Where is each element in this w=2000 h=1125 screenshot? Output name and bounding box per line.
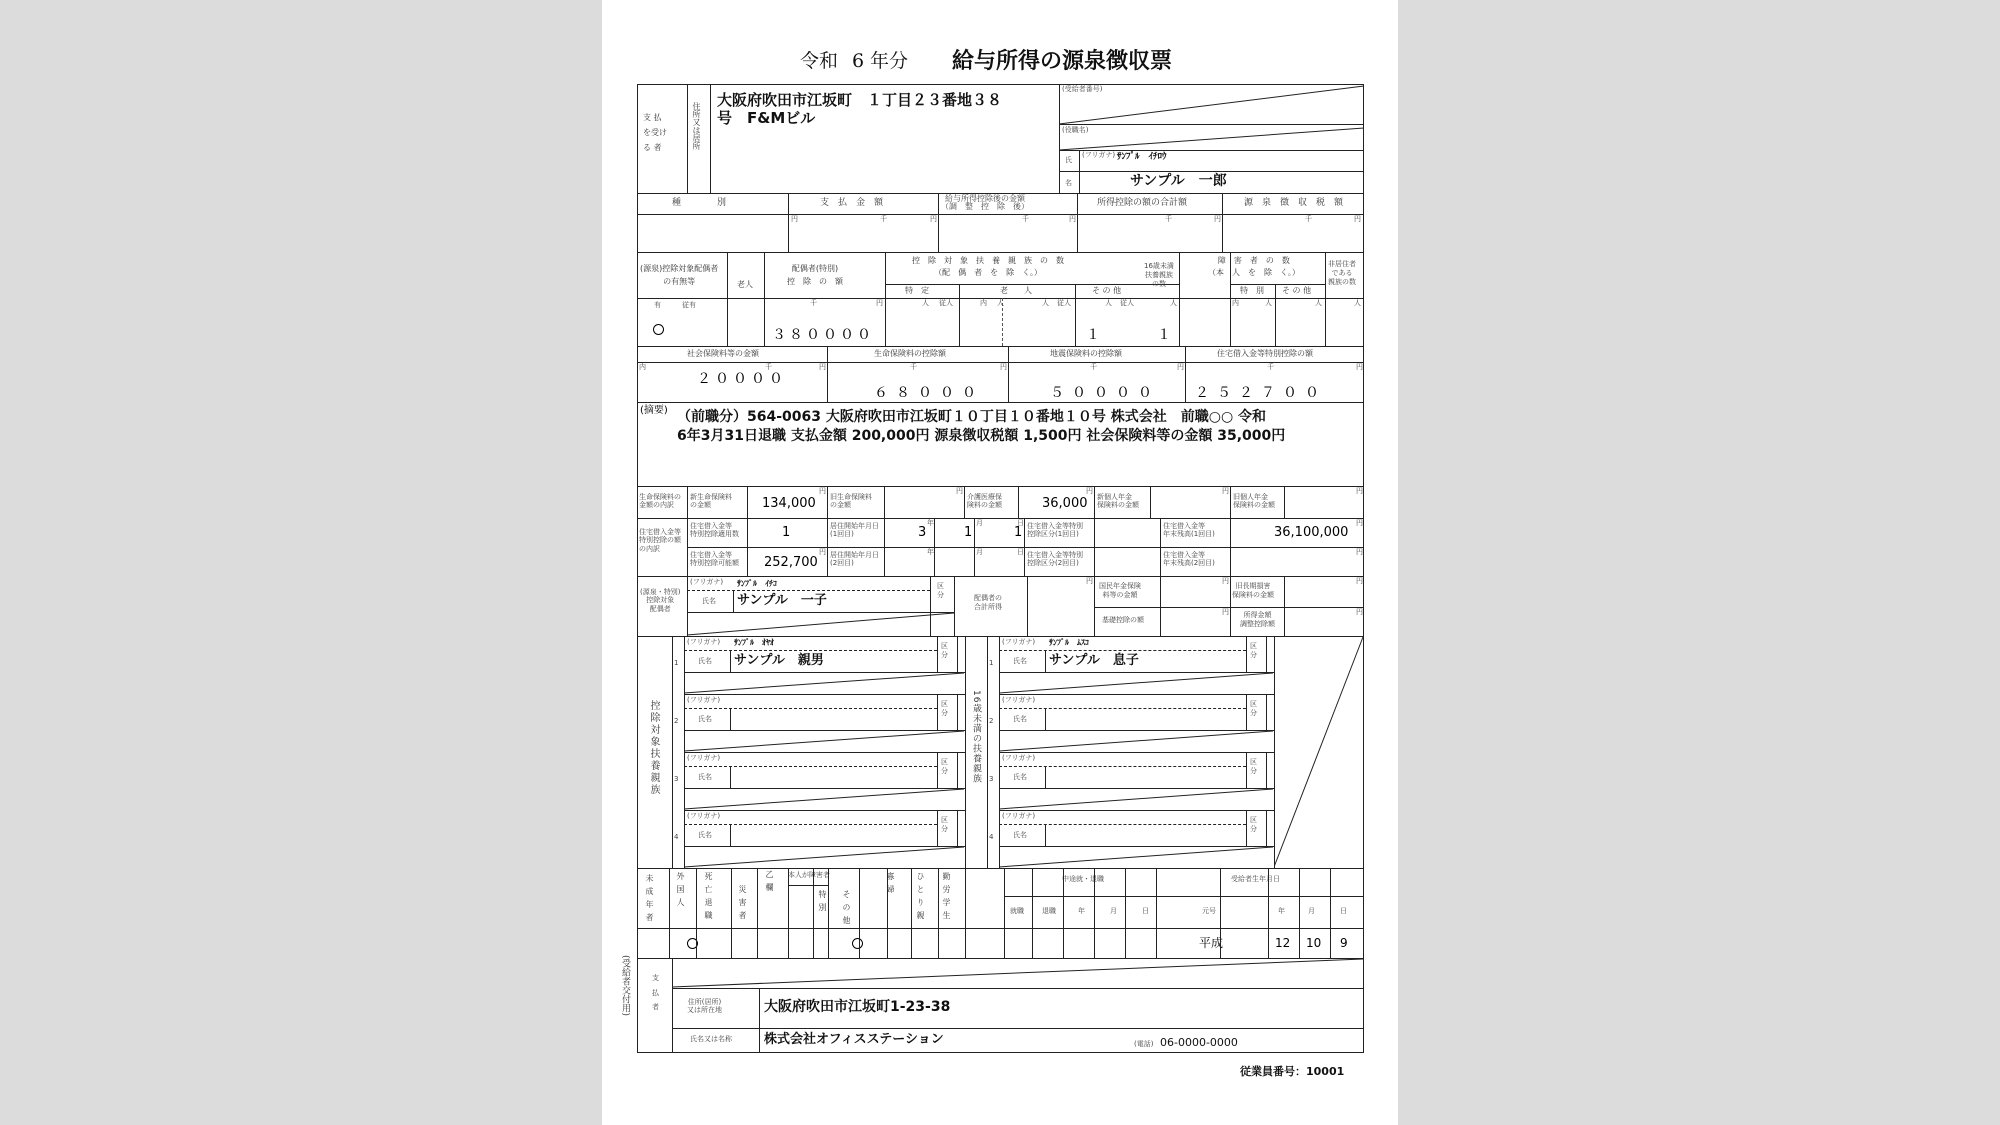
flag-col-divider [965,868,966,958]
remarks-text: （前職分）564-0063 大阪府吹田市江坂町１０丁目１０番地１０号 株式会社 前職○○ 令和 6年3月31日退職 支払金額 200,000円 源泉徴収税額 1,500円 社会保険料等の金額 35,000円 [677,409,1286,444]
dependent-divider [937,636,938,672]
other-dependents-count: １ [1086,327,1100,343]
dependent-name: サンプル 親男 [734,653,824,668]
ari-label: 有 [654,301,661,309]
unit-label: 日 [1017,548,1024,556]
unit-label: 千 [1165,215,1172,223]
unit-label: 円 [819,548,826,556]
flag-col-divider [1032,868,1033,958]
residence-start1-day: 1 [1014,525,1023,540]
basic-deduction-label: 基礎控除の額 [1102,616,1144,624]
flag-header-2: 死亡退職 [704,872,713,924]
residence-start1-label: 居住開始年月日 (1回目) [830,522,879,539]
dependent-divider [999,650,1246,651]
housing-breakdown-label: 住宅借入金等 特別控除の額 の内訳 [639,528,681,553]
flag-col-divider [788,868,789,958]
life-breakdown-label: 生命保険料の 金額の内訳 [639,493,681,510]
gengo-label: 元号 [1202,907,1216,915]
dependent-strike-line [999,730,1274,752]
unit-label: 円 [1214,215,1221,223]
unit-label: 月 [976,519,983,527]
spouse-deduction-amount: ３８００００ [772,327,874,343]
unit-label: 円 [1356,608,1363,616]
dependent-name-label: 氏名 [1013,715,1027,723]
name-mei-label: 名 [1065,179,1072,187]
dependent-furigana: ｻﾝﾌﾟﾙ ﾑｽｺ [1049,638,1089,647]
dependent-divider [1045,766,1046,788]
juuari-label: 従有 [682,301,696,309]
dependent-strike-line [684,846,965,868]
birth-era: 平成 [1199,936,1224,950]
unit-label: 従人 [1120,299,1134,307]
unit-label: 円 [1086,487,1093,495]
social-insurance-label: 社会保険料等の金額 [687,349,759,358]
dependent-divider [1045,708,1046,730]
dependent-divider [730,708,731,730]
tokutei-header: 特 定 [905,286,929,295]
housing-balance2-label: 住宅借入金等 年末残高(2回目) [1163,551,1215,568]
flag-col-divider [1330,868,1331,958]
unit-label: 人 [1315,299,1322,307]
flag-header-1: 外国人 [676,872,685,911]
dependent-name-label: 氏名 [698,831,712,839]
new-life-label: 新生命保険料 の金額 [690,493,732,510]
rojin-header: 老人 [737,280,753,289]
new-life-amount: 134,000 [762,496,816,511]
midway-label: 中途就・退職 [1062,875,1104,883]
flag-col-divider [731,868,732,958]
unit-label: 千 [880,215,887,223]
dependent-divider [684,708,937,709]
dependent-strike-line [684,730,965,752]
unit-label: 従人 [939,299,953,307]
spouse-section-label: (源泉・特別) 控除対象 配偶者 [640,588,681,613]
rojin-dependents-header: 老 人 [1000,286,1032,295]
dependent-divider [957,752,958,788]
dependent-number: 3 [989,775,994,783]
unit-label: 千 [810,299,817,307]
unit-label: 千 [1305,215,1312,223]
dependent-divider [937,752,938,788]
unit-label: 円 [819,487,826,495]
housing-count: 1 [782,525,791,540]
recipient-copy-label: (受給者交付用) [620,955,630,1017]
unit-label: 円 [956,487,963,495]
dependent-divider [684,766,937,767]
dependent-row-divider [999,752,1274,753]
dependent-divider [1266,636,1267,672]
birthdate-label: 受給者生年月日 [1231,875,1280,883]
housing-deductible-amount: 252,700 [764,555,818,570]
dependent-divider [1246,810,1247,846]
housing-balance1-label: 住宅借入金等 年末残高(1回目) [1163,522,1215,539]
birth-day: 9 [1340,936,1348,950]
housing-loan-label: 住宅借入金等特別控除の額 [1217,349,1313,358]
spouse-furigana-label: (フリガナ) [690,578,724,586]
flag-header-0: 未成年者 [645,874,654,926]
title-year: 6 [852,50,865,72]
housing-kubun2-label: 住宅借入金等特別 控除区分(2回目) [1027,551,1083,568]
life-insurance-amount: ６８０００ [874,385,984,401]
dependent-divider [1246,636,1247,672]
dependent-kubun-label: 区 分 [941,758,948,776]
unit-label: 円 [1356,519,1363,527]
unit-label: 千 [910,363,917,371]
unit-label: 円 [1222,487,1229,495]
unit-label: 千 [1267,363,1274,371]
unit-label: 円 [1356,487,1363,495]
flag-col-divider [938,868,939,958]
unit-label: 人 [1170,299,1177,307]
spouse-income-label: 配偶者の 合計所得 [974,594,1002,612]
dependent-number: 1 [989,659,994,667]
unit-label: 円 [1086,577,1093,585]
dependent-name-label: 氏名 [1013,657,1027,665]
under16-section-label: 16歳未満の扶養親族 [971,690,981,784]
dependent-kubun-label: 区 分 [1250,816,1257,834]
dependent-furigana-label: (フリガナ) [1002,638,1036,646]
residence-start1-month: 1 [964,525,973,540]
dependent-row-divider [999,694,1274,695]
dependent-divider [999,708,1246,709]
flag-col-divider [859,868,860,958]
income-adjustment-label: 所得金額 調整控除額 [1240,611,1275,629]
housing-count-label: 住宅借入金等 特別控除適用数 [690,522,739,539]
unit-label: 円 [1354,215,1361,223]
shushoku-label: 就職 [1010,907,1024,915]
unit-label: 人 [922,299,929,307]
dependent-divider [937,694,938,730]
payee-label: 支 払 を受け る 者 [643,113,667,153]
payer-tel: 06-0000-0000 [1160,1036,1238,1049]
dependent-number: 2 [674,717,679,725]
dependent-divider [937,810,938,846]
dependents-count-header: 控 除 対 象 扶 養 親 族 の 数 （配 偶 者 を 除 く。） [912,256,1064,277]
payee-address: 大阪府吹田市江坂町 １丁目２３番地３８ 号 F&Mビル [717,91,1003,127]
unit-label: 千 [1022,215,1029,223]
flag-col-divider [1125,868,1126,958]
housing-kubun1-label: 住宅借入金等特別 控除区分(1回目) [1027,522,1083,539]
unit-label: 円 [1356,548,1363,556]
flag-header-6: その他 [842,890,851,929]
spouse-name: サンプル 一子 [737,593,827,608]
dependent-number: 4 [989,833,994,841]
dependent-furigana-label: (フリガナ) [1002,812,1036,820]
flag-col-divider [1004,868,1005,958]
unit-label: 内 [980,299,987,307]
residence-start2-label: 居住開始年月日 (2回目) [830,551,879,568]
dependent-divider [730,766,731,788]
dependent-divider [684,824,937,825]
dependent-row-divider [999,810,1274,811]
dependent-kubun-label: 区 分 [1250,642,1257,660]
dependent-divider [999,824,1246,825]
name-shi-label: 氏 [1065,156,1072,164]
flag-col-divider [813,868,814,958]
dependent-strike-line [999,672,1274,694]
nonresident-header: 非居住者 である 親族の数 [1328,260,1356,287]
amount-header-withholding-tax: 源 泉 徴 収 税 額 [1244,198,1344,208]
dependent-divider [1266,694,1267,730]
dependent-furigana-label: (フリガナ) [687,812,721,820]
dependent-divider [1246,694,1247,730]
dependent-furigana-label: (フリガナ) [1002,754,1036,762]
payer-address: 大阪府吹田市江坂町1-23-38 [764,999,951,1015]
dependent-kubun-label: 区 分 [941,700,948,718]
sonota2-header: そ の 他 [1282,286,1312,295]
housing-deductible-label: 住宅借入金等 特別控除可能額 [690,551,739,568]
unit-label: 人 [1265,299,1272,307]
flag-col-divider [828,868,829,958]
midway-day-label: 日 [1142,907,1149,915]
care-amount: 36,000 [1042,496,1088,511]
furigana-label: (フリガナ) [1082,151,1116,159]
unit-label: 千 [1090,363,1097,371]
other-disabled-circle [852,938,863,949]
dependent-number: 4 [674,833,679,841]
spouse-furigana: ｻﾝﾌﾟﾙ ｲﾁｺ [737,579,777,588]
unit-label: 円 [1356,363,1363,371]
page-title: 給与所得の源泉徴収票 [952,48,1173,74]
payer-strike-line [672,958,1364,988]
dependent-name-label: 氏名 [1013,773,1027,781]
unit-label: 人 [1105,299,1112,307]
spouse-kubun-label: 区 分 [937,582,944,600]
flag-col-divider [1063,868,1064,958]
birth-year-label: 年 [1278,907,1285,915]
flag-col-divider [1094,868,1095,958]
taishoku-label: 退職 [1042,907,1056,915]
dependent-furigana: ｻﾝﾌﾟﾙ ｵﾔｵ [734,638,774,647]
flag-header-8: ひとり親 [916,872,925,924]
unit-label: 千 [765,363,772,371]
dependent-strike-line [999,846,1274,868]
payer-tel-label: (電話) [1134,1040,1154,1048]
earthquake-insurance-amount: ５００００ [1050,385,1160,401]
unit-label: 円 [791,215,798,223]
dependent-divider [957,694,958,730]
flag-col-divider [1268,868,1269,958]
dependent-furigana-label: (フリガナ) [687,638,721,646]
dependent-strike-line [999,788,1274,810]
unit-label: 年 [927,548,934,556]
dependent-name-label: 氏名 [1013,831,1027,839]
old-pension-label: 旧個人年金 保険料の金額 [1233,493,1275,510]
amount-header-after-deduction: 給与所得控除後の金額 （調 整 控 除 後） [941,194,1029,211]
dependent-row-divider [684,752,965,753]
dependent-name: サンプル 息子 [1049,653,1139,668]
dependent-divider [730,650,731,672]
birth-month-label: 月 [1308,907,1315,915]
old-life-label: 旧生命保険料 の金額 [830,493,872,510]
flag-col-divider [1299,868,1300,958]
amount-header-paid: 支 払 金 額 [820,198,884,208]
residence-start1-year: 3 [918,525,927,540]
unit-label: 円 [819,363,826,371]
withholding-slip-page [602,0,1398,1125]
spouse-strike-line [687,612,955,636]
under16-header: 16歳未満 扶養親族 の数 [1144,262,1174,289]
birth-day-label: 日 [1340,907,1347,915]
position-label: (役職名) [1062,126,1089,134]
title-era: 令和 [800,50,839,72]
dependent-name-label: 氏名 [698,715,712,723]
dependent-strike-line [684,672,965,694]
flag-col-divider [911,868,912,958]
dependent-kubun-label: 区 分 [941,816,948,834]
flag-header-7: 寡婦 [886,872,895,898]
employee-number: 従業員番号：10001 [1240,1065,1345,1078]
old-longterm-insurance-label: 旧長期損害 保険料の金額 [1232,582,1274,600]
unit-label: 年 [927,519,934,527]
remarks-label: (摘要) [640,405,668,416]
payee-name: サンプル 一郎 [1130,173,1227,189]
midway-month-label: 月 [1110,907,1117,915]
flag-header-4: 乙欄 [765,870,774,896]
birth-month: 10 [1306,936,1322,950]
unit-label: 円 [1000,363,1007,371]
flag-col-divider [1220,868,1221,958]
unit-label: 円 [876,299,883,307]
dependents-strike-line [1274,636,1364,868]
unit-label: 日 [1017,519,1024,527]
dependent-divider [730,824,731,846]
dependent-name-label: 氏名 [698,773,712,781]
dependent-row-divider [684,868,965,869]
housing-balance1: 36,100,000 [1274,525,1349,540]
dependent-divider [1266,810,1267,846]
dependent-divider [957,810,958,846]
tokubetsu-header: 特 別 [1240,286,1264,295]
spouse-name-label: 氏名 [702,597,716,605]
spouse-present-circle [653,324,664,335]
recipient-number-label: (受給者番号) [1062,85,1103,93]
amount-header-type: 種 別 [672,198,727,208]
dependent-number: 3 [674,775,679,783]
dependent-kubun-label: 区 分 [1250,700,1257,718]
under16-count: １ [1157,327,1171,343]
flag-col-divider [669,868,670,958]
dependent-divider [1246,752,1247,788]
payer-address-label: 住所(居所) 又は所在地 [687,998,722,1015]
payer-name-label: 氏名又は名称 [690,1035,732,1043]
title-nen: 年分 [870,50,909,72]
flag-header-3: 災害者 [738,885,747,924]
dependent-divider [684,650,937,651]
midway-year-label: 年 [1078,907,1085,915]
payer-name: 株式会社オフィスステーション [764,1032,944,1047]
unit-label: 人 [1354,299,1361,307]
unit-label: 円 [1222,608,1229,616]
dependent-row-divider [684,694,965,695]
earthquake-insurance-label: 地震保険料の控除額 [1050,349,1122,358]
dependent-row-divider [684,810,965,811]
spouse-status-header: (源泉)控除対象配偶者 の有無等 [640,264,719,286]
dependent-divider [957,636,958,672]
flag-col-divider [696,868,697,958]
dependent-kubun-label: 区 分 [1250,758,1257,776]
unit-label: 円 [1069,215,1076,223]
dependent-number: 2 [989,717,994,725]
spouse-deduction-header: 配偶者(特別) 控 除 の 額 [787,264,843,286]
dependent-kubun-label: 区 分 [941,642,948,660]
disabled-header: 障 害 者 の 数 （本 人 を 除 く。） [1208,256,1300,277]
dependent-divider [1045,650,1046,672]
payee-strike-lines [1059,84,1364,150]
dependent-name-label: 氏名 [698,657,712,665]
social-insurance-amount: ２００００ [697,371,787,387]
unit-label: 内 [639,363,646,371]
dependent-furigana-label: (フリガナ) [687,696,721,704]
flag-col-divider [757,868,758,958]
dependent-furigana-label: (フリガナ) [687,754,721,762]
unit-label: 月 [976,548,983,556]
address-label: 住所又は居所 [692,102,701,150]
unit-label: 従人 [1057,299,1071,307]
unit-label: 円 [930,215,937,223]
payer-label: 支 払 者 [652,974,659,1012]
sonota-header: そ の 他 [1092,286,1122,295]
dependent-strike-line [684,788,965,810]
care-label: 介護医療保 険料の金額 [967,493,1002,510]
dependents-section-label: 控除対象扶養親族 [648,700,659,796]
flag-col-divider [1156,868,1157,958]
dependent-divider [999,766,1246,767]
flag-header-9: 勤労学生 [942,872,951,924]
unit-label: 円 [1356,577,1363,585]
unit-label: 人 [997,299,1004,307]
unit-label: 内 [1232,299,1239,307]
dependent-divider [1045,824,1046,846]
unit-label: 円 [1177,363,1184,371]
new-pension-label: 新個人年金 保険料の金額 [1097,493,1139,510]
dependent-furigana-label: (フリガナ) [1002,696,1036,704]
dependent-row-divider [999,868,1274,869]
dependent-divider [1266,752,1267,788]
payee-furigana: ｻﾝﾌﾟﾙ ｲﾁﾛｳ [1117,152,1167,162]
dependent-number: 1 [674,659,679,667]
amount-header-deduction-total: 所得控除の額の合計額 [1097,198,1188,208]
unit-label: 人 [1042,299,1049,307]
life-insurance-label: 生命保険料の控除額 [874,349,946,358]
unit-label: 円 [1222,577,1229,585]
honnin-disabled-label: 本人が障害者 [788,871,830,879]
housing-loan-deduction-amount: ２５２７００ [1195,385,1327,401]
national-pension-label: 国民年金保険 料等の金額 [1099,582,1141,600]
flag-header-5: 特別 [818,890,827,916]
birth-year: 12 [1275,936,1291,950]
